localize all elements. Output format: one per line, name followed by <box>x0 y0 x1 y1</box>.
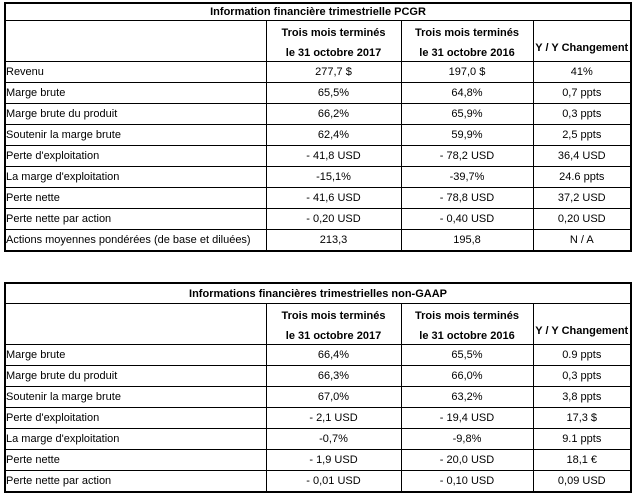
cell-value: -0,7% <box>266 429 401 450</box>
table-row <box>5 230 631 252</box>
cell-value: - 41,6 USD <box>266 188 401 209</box>
cell-value: -15,1% <box>266 167 401 188</box>
table-row <box>5 429 631 450</box>
non-gaap-table-title-row <box>5 283 631 304</box>
gaap-table-body <box>5 62 631 252</box>
row-label: Marge brute <box>5 345 266 366</box>
period-2017-line1: Trois mois terminés <box>281 27 386 39</box>
non-gaap-table-header-row <box>5 304 631 345</box>
table-row <box>5 62 631 83</box>
gaap-table-title: Information financière trimestrielle PCGR <box>5 3 631 21</box>
cell-value: - 0,20 USD <box>266 209 401 230</box>
cell-value: 63,2% <box>401 387 533 408</box>
cell-value: 2,5 ppts <box>533 125 631 146</box>
cell-value: - 1,9 USD <box>266 450 401 471</box>
cell-value: 41% <box>533 62 631 83</box>
table-row <box>5 188 631 209</box>
table-row <box>5 450 631 471</box>
table-row <box>5 104 631 125</box>
cell-value: N / A <box>533 230 631 252</box>
cell-value: - 78,8 USD <box>401 188 533 209</box>
row-label: Soutenir la marge brute <box>5 387 266 408</box>
cell-value: -9,8% <box>401 429 533 450</box>
cell-value: 66,0% <box>401 366 533 387</box>
yoy-change-label: Y / Y Changement <box>535 42 629 54</box>
row-label: Actions moyennes pondérées (de base et diluées) <box>5 230 266 252</box>
table-row <box>5 345 631 366</box>
cell-value: 0,3 ppts <box>533 104 631 125</box>
gaap-header-period-2017 <box>266 21 401 62</box>
cell-value: - 19,4 USD <box>401 408 533 429</box>
table-row <box>5 146 631 167</box>
period-2016-line1: Trois mois terminés <box>415 310 519 322</box>
row-label: Perte d'exploitation <box>5 146 266 167</box>
table-row <box>5 387 631 408</box>
table-row <box>5 366 631 387</box>
cell-value: 277,7 $ <box>266 62 401 83</box>
table-row <box>5 209 631 230</box>
cell-value: 17,3 $ <box>533 408 631 429</box>
cell-value: - 0,40 USD <box>401 209 533 230</box>
cell-value: 3,8 ppts <box>533 387 631 408</box>
non-gaap-header-period-2016 <box>401 304 533 345</box>
table-row <box>5 83 631 104</box>
row-label: La marge d'exploitation <box>5 429 266 450</box>
cell-value: 62,4% <box>266 125 401 146</box>
cell-value: 213,3 <box>266 230 401 252</box>
period-2016-line2: le 31 octobre 2016 <box>419 47 515 59</box>
cell-value: 0,7 ppts <box>533 83 631 104</box>
gaap-header-yoy-change <box>533 21 631 62</box>
gaap-header-empty-cell <box>5 21 266 62</box>
cell-value: 65,5% <box>266 83 401 104</box>
period-2017-line1: Trois mois terminés <box>281 310 386 322</box>
cell-value: 66,4% <box>266 345 401 366</box>
row-label: Marge brute du produit <box>5 104 266 125</box>
cell-value: 66,2% <box>266 104 401 125</box>
period-2017-line2: le 31 octobre 2017 <box>285 330 382 342</box>
non-gaap-header-empty-cell <box>5 304 266 345</box>
table-row <box>5 471 631 493</box>
cell-value: 59,9% <box>401 125 533 146</box>
cell-value: 18,1 € <box>533 450 631 471</box>
cell-value: -39,7% <box>401 167 533 188</box>
row-label: Perte d'exploitation <box>5 408 266 429</box>
cell-value: 0.9 ppts <box>533 345 631 366</box>
cell-value: 9.1 ppts <box>533 429 631 450</box>
cell-value: - 78,2 USD <box>401 146 533 167</box>
cell-value: 36,4 USD <box>533 146 631 167</box>
cell-value: 24.6 ppts <box>533 167 631 188</box>
cell-value: 0,3 ppts <box>533 366 631 387</box>
table-row <box>5 125 631 146</box>
table-row <box>5 167 631 188</box>
non-gaap-header-period-2017 <box>266 304 401 345</box>
row-label: Perte nette par action <box>5 471 266 493</box>
cell-value: 0,20 USD <box>533 209 631 230</box>
non-gaap-table-body <box>5 345 631 493</box>
cell-value: 37,2 USD <box>533 188 631 209</box>
cell-value: - 20,0 USD <box>401 450 533 471</box>
non-gaap-table-title: Informations financières trimestrielles non-GAAP <box>5 283 631 304</box>
yoy-change-label: Y / Y Changement <box>535 325 629 337</box>
cell-value: - 0,10 USD <box>401 471 533 493</box>
row-label: Revenu <box>5 62 266 83</box>
gaap-table <box>4 2 632 252</box>
cell-value: 64,8% <box>401 83 533 104</box>
row-label: Soutenir la marge brute <box>5 125 266 146</box>
cell-value: - 41,8 USD <box>266 146 401 167</box>
cell-value: 67,0% <box>266 387 401 408</box>
non-gaap-header-yoy-change <box>533 304 631 345</box>
cell-value: 0,09 USD <box>533 471 631 493</box>
cell-value: 65,5% <box>401 345 533 366</box>
non-gaap-table <box>4 282 632 493</box>
cell-value: 66,3% <box>266 366 401 387</box>
period-2016-line2: le 31 octobre 2016 <box>419 330 515 342</box>
gaap-table-title-row <box>5 3 631 21</box>
cell-value: 195,8 <box>401 230 533 252</box>
cell-value: - 0,01 USD <box>266 471 401 493</box>
cell-value: - 2,1 USD <box>266 408 401 429</box>
row-label: Marge brute <box>5 83 266 104</box>
period-2017-line2: le 31 octobre 2017 <box>285 47 382 59</box>
row-label: Perte nette <box>5 450 266 471</box>
row-label: Perte nette <box>5 188 266 209</box>
gaap-header-period-2016 <box>401 21 533 62</box>
cell-value: 65,9% <box>401 104 533 125</box>
gaap-table-header-row <box>5 21 631 62</box>
cell-value: 197,0 $ <box>401 62 533 83</box>
period-2016-line1: Trois mois terminés <box>415 27 519 39</box>
table-row <box>5 408 631 429</box>
row-label: La marge d'exploitation <box>5 167 266 188</box>
row-label: Perte nette par action <box>5 209 266 230</box>
row-label: Marge brute du produit <box>5 366 266 387</box>
